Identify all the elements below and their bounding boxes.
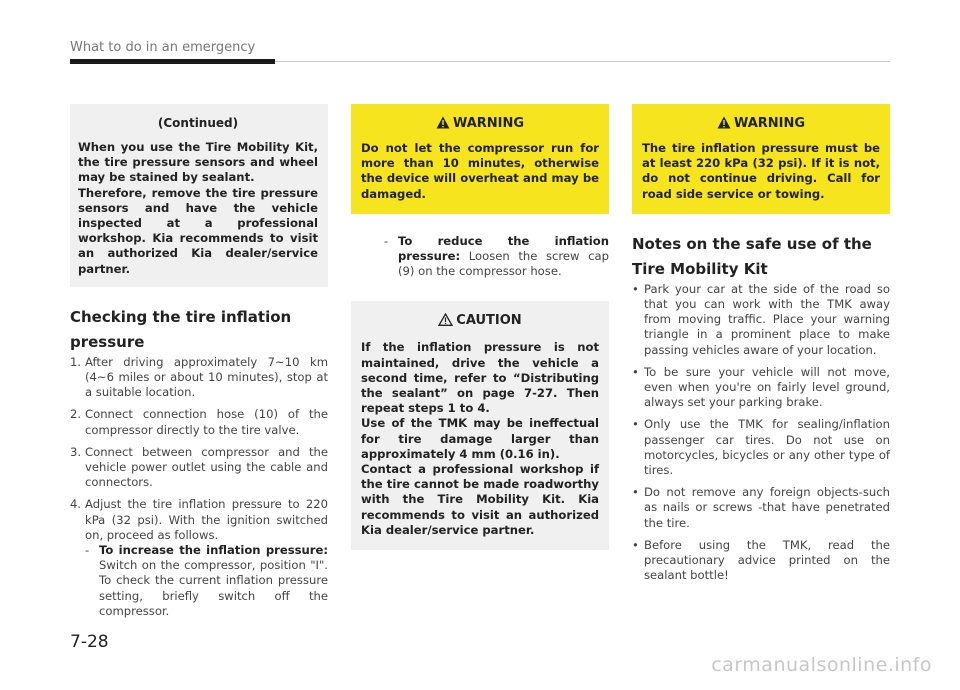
bullet-glyph: • bbox=[632, 364, 639, 379]
caution-box bbox=[351, 301, 609, 550]
step-text: After driving approximately 7~10 km (4~6 miles or about 10 minutes), stop at a suitable location. bbox=[85, 354, 328, 400]
list-item bbox=[632, 282, 890, 358]
step-number: 1. bbox=[70, 354, 82, 369]
step-number: 2. bbox=[70, 407, 82, 422]
bullet-text: Park your car at the side of the road so that you can work with the TMK away from moving traffic. Place your warning triangle in a prominent place to make passing vehicles aware of your location. bbox=[644, 281, 890, 357]
header-bar bbox=[70, 59, 275, 64]
bullet-glyph: • bbox=[632, 281, 639, 296]
caution-title: CAUTION bbox=[456, 313, 522, 329]
step-text: Connect between compressor and the vehicle power outlet using the cable and connectors. bbox=[85, 444, 328, 490]
header-rule bbox=[275, 61, 890, 62]
warning-header bbox=[361, 116, 599, 131]
bullet-text: Do not remove any foreign objects-such as nails or screws -that have penetrated the tire. bbox=[644, 485, 890, 530]
warning-text: The tire inflation pressure must be at least 220 kPa (32 psi). If it is not, do not continue driving. Call for road side service or towing. bbox=[642, 141, 880, 201]
list-item bbox=[70, 497, 328, 619]
dash-glyph: - bbox=[85, 543, 90, 558]
section-title-notes bbox=[632, 232, 890, 282]
section-title-line: Checking the tire inflation bbox=[70, 307, 292, 326]
bullet-text: To be sure your vehicle will not move, even when you're on fairly level ground, always set your parking brake. bbox=[644, 364, 890, 410]
section-header: What to do in an emergency bbox=[70, 40, 256, 55]
sub-item-text: Switch on the compressor, position "I". To check the current inflation pressure setting, briefly switch off the compressor. bbox=[99, 558, 328, 618]
steps-list bbox=[70, 355, 328, 619]
list-item bbox=[70, 445, 328, 491]
section-title-line: Tire Mobility Kit bbox=[632, 259, 768, 278]
warning-text: Do not let the compressor run for more than 10 minutes, otherwise the device will overheat and may be damaged. bbox=[361, 141, 599, 201]
bullet-text: Only use the TMK for sealing/inflation passenger car tires. Do not use on motorcycles, bicycles or any other type of tires. bbox=[644, 417, 890, 478]
continued-title: (Continued) bbox=[157, 116, 239, 130]
step-number: 4. bbox=[70, 497, 82, 512]
warning-triangle-icon bbox=[717, 116, 731, 129]
sub-item-lead: To increase the inflation pressure: bbox=[99, 543, 328, 558]
warning-title: WARNING bbox=[452, 116, 525, 131]
warning-box bbox=[632, 104, 890, 214]
caution-paragraph: If the inflation pressure is not maintained, drive the vehicle a second time, refer to “Distributing the sealant” on page 7-27. Then repeat steps 1 to 4. bbox=[361, 340, 599, 416]
caution-header bbox=[361, 313, 599, 328]
sub-item-reduce bbox=[384, 234, 609, 280]
warning-header bbox=[642, 116, 880, 131]
list-item bbox=[632, 485, 890, 531]
sub-item-text: Loosen the screw cap (9) on the compressor hose. bbox=[398, 249, 609, 279]
caution-paragraph: Use of the TMK may be ineffectual for tire damage larger than approximately 4 mm (0.16 in). bbox=[361, 416, 599, 461]
bullet-text: Before using the TMK, read the precautionary advice printed on the sealant bottle! bbox=[644, 537, 890, 583]
continued-note-box bbox=[70, 104, 328, 287]
step-number: 3. bbox=[70, 444, 82, 459]
steps-continued bbox=[351, 234, 609, 280]
column-left bbox=[70, 104, 328, 619]
column-right bbox=[632, 104, 890, 590]
section-title-checking bbox=[70, 305, 328, 355]
list-item bbox=[632, 538, 890, 584]
step-text: Connect connection hose (10) of the compressor directly to the tire valve. bbox=[85, 407, 328, 437]
dash-glyph: - bbox=[384, 233, 389, 248]
list-item bbox=[70, 407, 328, 437]
notes-list bbox=[632, 282, 890, 584]
column-middle bbox=[351, 104, 609, 550]
sub-item-increase bbox=[85, 543, 328, 619]
warning-box bbox=[351, 104, 609, 214]
list-item bbox=[632, 417, 890, 478]
watermark: carmanualsonline.info bbox=[711, 654, 932, 676]
bullet-glyph: • bbox=[632, 485, 639, 500]
section-title-line: Notes on the safe use of the bbox=[632, 234, 872, 253]
section-title-line: pressure bbox=[70, 332, 145, 351]
sub-item-lead: To reduce the inflation pressure: bbox=[398, 233, 609, 264]
list-item bbox=[70, 355, 328, 401]
list-item bbox=[632, 365, 890, 411]
step-text: Adjust the tire inflation pressure to 220 kPa (32 psi). With the ignition switched on, proceed as follows. bbox=[85, 497, 328, 542]
caution-triangle-icon bbox=[438, 313, 453, 326]
page-number: 7-28 bbox=[70, 632, 109, 652]
bullet-glyph: • bbox=[632, 537, 639, 552]
continued-paragraph: When you use the Tire Mobility Kit, the tire pressure sensors and wheel may be stained by sealant. bbox=[78, 140, 318, 185]
warning-title: WARNING bbox=[733, 116, 806, 131]
continued-paragraph: Therefore, remove the tire pressure sensors and have the vehicle inspected at a professional workshop. Kia recommends to visit an authorized Kia dealer/service partner. bbox=[78, 185, 318, 276]
caution-paragraph: Contact a professional workshop if the tire cannot be made roadworthy with the Tire Mobility Kit. Kia recommends to visit an authorized Kia dealer/service partner. bbox=[361, 462, 599, 537]
warning-triangle-icon bbox=[436, 116, 450, 129]
bullet-glyph: • bbox=[632, 417, 639, 432]
